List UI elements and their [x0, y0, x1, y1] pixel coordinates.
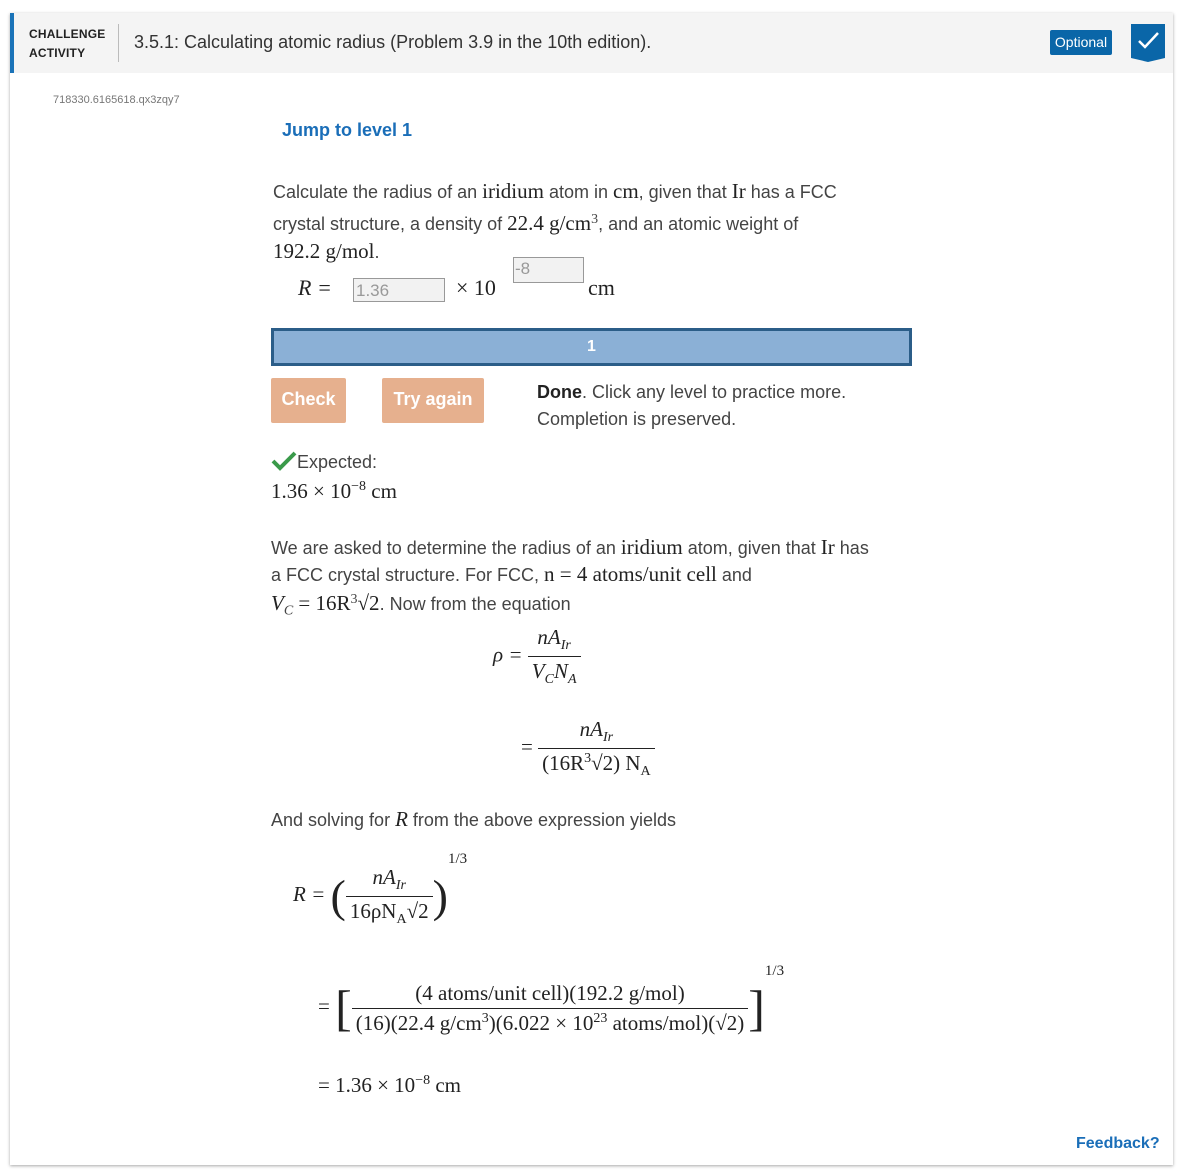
- r-den-sub: A: [396, 911, 407, 927]
- expected-exp: −8: [351, 479, 366, 494]
- explanation-line-1: [271, 535, 869, 560]
- status-rest: . Click any level to practice more. Completion is preserved.: [537, 382, 847, 429]
- sub-den-c: atoms/mol)(√2): [607, 1010, 745, 1035]
- expected-unit: cm: [366, 479, 397, 503]
- eq2-num-na: nA: [579, 717, 603, 741]
- exp-n-value: n = 4 atoms/unit cell: [544, 562, 717, 586]
- radius-numerator: [346, 865, 433, 897]
- final-unit: cm: [430, 1073, 461, 1097]
- header-divider: [118, 24, 119, 62]
- expanded-numerator: [538, 717, 655, 749]
- exp-text: a FCC crystal structure. For FCC,: [271, 565, 545, 585]
- exp-vc-formula: = 16R: [293, 591, 351, 615]
- activity-type-line1: CHALLENGE: [29, 27, 106, 41]
- r-num-na: nA: [372, 864, 396, 889]
- exp-text: atom, given that: [682, 538, 821, 558]
- solve-text: And solving for: [271, 810, 396, 830]
- optional-badge: Optional: [1050, 30, 1112, 55]
- radius-equation: [293, 851, 467, 928]
- q-text: atom in: [543, 182, 614, 202]
- sub-exp: 1/3: [764, 963, 785, 979]
- question-line-2: [273, 211, 798, 236]
- radius-denominator: [346, 897, 433, 928]
- rho-lhs: ρ =: [493, 642, 523, 667]
- r-den-a: 16ρN: [349, 898, 397, 923]
- q-text: , given that: [638, 182, 732, 202]
- exp-vc: V: [271, 591, 284, 615]
- density-equation-expanded: [521, 717, 655, 780]
- density-fraction: [528, 625, 581, 688]
- q-symbol: Ir: [731, 179, 746, 203]
- question-line-3: [273, 239, 380, 264]
- expected-value: [271, 479, 397, 504]
- q-density: 22.4 g/cm: [507, 211, 592, 235]
- explanation-line-2: [271, 562, 752, 587]
- completed-check-icon: [1131, 24, 1165, 62]
- eq2-lhs: =: [521, 734, 533, 759]
- exp-symbol: Ir: [820, 535, 835, 559]
- answer-times-ten: × 10: [456, 275, 496, 300]
- exp-element: iridium: [620, 535, 683, 559]
- q-text: has a FCC: [745, 182, 837, 202]
- jump-to-level-link[interactable]: Jump to level 1: [282, 120, 413, 140]
- q-text: Calculate the radius of an: [273, 182, 483, 202]
- eq2-den-sub: A: [640, 764, 651, 780]
- sub-lhs: =: [318, 994, 330, 1018]
- activity-title: 3.5.1: Calculating atomic radius (Problem 3.9 in the 10th edition).: [134, 32, 652, 52]
- den-vsub: C: [544, 672, 554, 688]
- num-sub: Ir: [560, 638, 571, 654]
- answer-label: R =: [298, 275, 332, 300]
- left-paren: (: [330, 870, 346, 922]
- den-nsub: A: [567, 672, 577, 688]
- exp-vc-sub: C: [283, 603, 294, 619]
- q-density-exp: 3: [591, 212, 599, 227]
- substituted-fraction: [352, 981, 749, 1036]
- eq2-den-b: √2) N: [591, 751, 641, 776]
- status-message: [537, 379, 897, 433]
- radius-fraction: [346, 865, 433, 928]
- mantissa-input[interactable]: 1.36: [353, 278, 445, 302]
- activity-type-line2: ACTIVITY: [29, 46, 86, 60]
- exponent-input[interactable]: -8: [513, 257, 584, 283]
- q-text: crystal structure, a density of: [273, 214, 508, 234]
- sub-denominator: [352, 1009, 749, 1036]
- challenge-activity-card: [10, 13, 1173, 1165]
- question-line-1: [273, 179, 837, 204]
- solve-line: [271, 807, 676, 832]
- r-exp: 1/3: [447, 851, 468, 867]
- status-done: Done: [537, 382, 582, 402]
- feedback-link[interactable]: Feedback?: [1076, 1135, 1160, 1152]
- right-bracket: ]: [748, 980, 765, 1037]
- eq2-den-a: (16R: [542, 751, 585, 776]
- num-na: nA: [537, 625, 561, 649]
- explanation-line-3: [271, 591, 571, 620]
- sub-den-a: (16)(22.4 g/cm: [355, 1010, 482, 1035]
- sub-numerator: (4 atoms/unit cell)(192.2 g/mol): [352, 981, 749, 1009]
- expected-mantissa: 1.36 × 10: [271, 479, 352, 503]
- level-1-button[interactable]: 1: [271, 328, 912, 366]
- check-button[interactable]: Check: [271, 378, 346, 423]
- density-numerator: [528, 625, 581, 657]
- activity-id: 718330.6165618.qx3zqy7: [53, 94, 180, 106]
- solve-var: R: [395, 807, 408, 831]
- density-equation: [493, 625, 581, 688]
- expected-text: Expected:: [297, 452, 378, 472]
- left-bracket: [: [335, 980, 352, 1037]
- checkmark-icon: [271, 451, 297, 471]
- activity-header: [10, 13, 1173, 73]
- exp-text: We are asked to determine the radius of an: [271, 538, 621, 558]
- r-lhs: R =: [293, 882, 326, 906]
- den-n: N: [553, 659, 568, 684]
- final-mantissa: = 1.36 × 10: [318, 1073, 416, 1097]
- sub-den-sup2: 23: [593, 1010, 608, 1026]
- expanded-fraction: [538, 717, 655, 780]
- eq2-num-sub: Ir: [602, 730, 614, 746]
- exp-vc-exp: 3: [350, 592, 358, 607]
- exp-text: has: [834, 538, 869, 558]
- q-text: .: [374, 242, 380, 262]
- exp-text: . Now from the equation: [379, 594, 571, 614]
- exp-sqrt2: √2: [357, 591, 380, 615]
- den-v: V: [531, 659, 545, 684]
- expanded-denominator: [538, 749, 655, 780]
- try-again-button[interactable]: Try again: [382, 378, 484, 423]
- expected-label: [271, 451, 377, 473]
- q-unit: cm: [613, 179, 639, 203]
- q-atomic-weight: 192.2 g/mol: [273, 239, 375, 263]
- density-denominator: [528, 657, 581, 688]
- r-num-sub: Ir: [395, 877, 406, 893]
- sub-den-b: )(6.022 × 10: [488, 1010, 594, 1035]
- sub-den-sup: 3: [481, 1010, 489, 1026]
- r-den-b: √2: [406, 898, 429, 923]
- q-text: , and an atomic weight of: [598, 214, 799, 234]
- eq2-den-sup: 3: [584, 751, 592, 767]
- answer-unit: cm: [588, 275, 615, 300]
- substituted-equation: [318, 963, 784, 1037]
- q-element-name: iridium: [482, 179, 544, 203]
- exp-text: and: [716, 565, 752, 585]
- final-result: [318, 1073, 461, 1098]
- final-exp: −8: [415, 1073, 431, 1088]
- right-paren: ): [432, 870, 448, 922]
- activity-type-label: [29, 25, 105, 63]
- solve-text: from the above expression yields: [407, 810, 677, 830]
